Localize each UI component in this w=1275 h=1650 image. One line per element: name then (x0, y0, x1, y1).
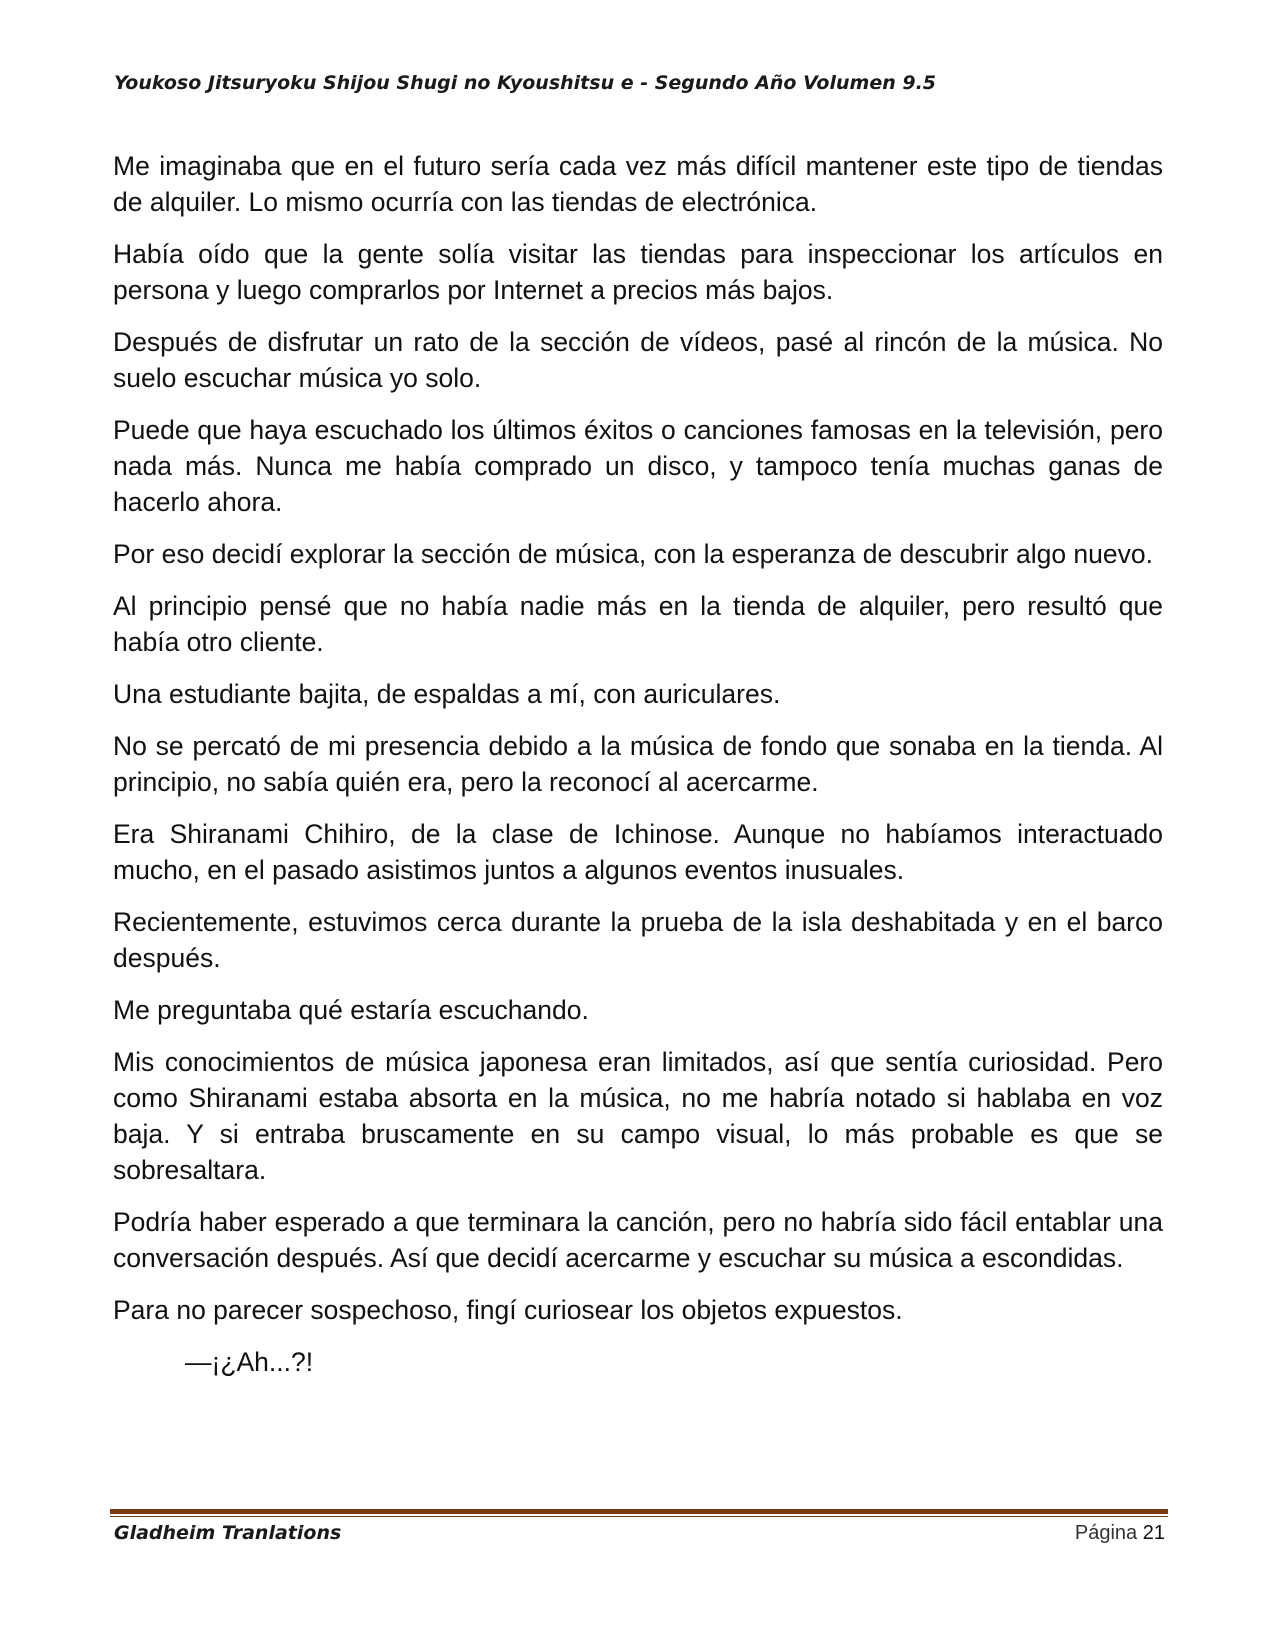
paragraph: Recientemente, estuvimos cerca durante la prueba de la isla deshabitada y en el barco después. (113, 907, 1163, 973)
footer-divider-thin (110, 1516, 1168, 1517)
footer-divider (110, 1509, 1168, 1517)
dialogue-line: —¡¿Ah...?! (185, 1347, 314, 1377)
paragraph: Había oído que la gente solía visitar las tiendas para inspeccionar los artículos en persona y luego comprarlos por Internet a precios más bajos. (113, 239, 1163, 305)
paragraph: Mis conocimientos de música japonesa eran limitados, así que sentía curiosidad. Pero como Shiranami estaba absorta en la música, no me habría notado si hablaba en voz baja. Y si entraba bruscamente en su campo visual, lo más probable es que se sobresaltara. (113, 1047, 1163, 1185)
paragraph: Para no parecer sospechoso, fingí curiosear los objetos expuestos. (113, 1295, 903, 1325)
paragraph: No se percató de mi presencia debido a la música de fondo que sonaba en la tienda. Al principio, no sabía quién era, pero la reconocí al acercarme. (113, 731, 1163, 797)
body-text (113, 148, 1163, 1380)
footer-credit: Gladheim Tranlations (114, 1522, 342, 1544)
paragraph: Me preguntaba qué estaría escuchando. (113, 995, 589, 1025)
paragraph: Me imaginaba que en el futuro sería cada vez más difícil mantener este tipo de tiendas de alquiler. Lo mismo ocurría con las tiendas de electrónica. (113, 151, 1163, 217)
paragraph: Por eso decidí explorar la sección de música, con la esperanza de descubrir algo nuevo. (113, 539, 1153, 569)
paragraph: Después de disfrutar un rato de la sección de vídeos, pasé al rincón de la música. No suelo escuchar música yo solo. (113, 327, 1163, 393)
footer-divider-thick (110, 1509, 1168, 1514)
paragraph: Una estudiante bajita, de espaldas a mí, con auriculares. (113, 679, 781, 709)
paragraph: Podría haber esperado a que terminara la canción, pero no habría sido fácil entablar una conversación después. Así que decidí acercarme y escuchar su música a escondidas. (113, 1207, 1163, 1273)
paragraph: Al principio pensé que no había nadie más en la tienda de alquiler, pero resultó que había otro cliente. (113, 591, 1163, 657)
page-number (1075, 1522, 1165, 1545)
page-label: Página (1074, 1522, 1138, 1544)
paragraph: Puede que haya escuchado los últimos éxitos o canciones famosas en la televisión, pero nada más. Nunca me había comprado un disco, y tampoco tenía muchas ganas de hacerlo ahora. (113, 415, 1163, 517)
paragraph: Era Shiranami Chihiro, de la clase de Ichinose. Aunque no habíamos interactuado mucho, en el pasado asistimos juntos a algunos eventos inusuales. (113, 819, 1163, 885)
page-number-value: 21 (1142, 1522, 1165, 1544)
running-header: Youkoso Jitsuryoku Shijou Shugi no Kyoushitsu e - Segundo Año Volumen 9.5 (114, 72, 937, 94)
